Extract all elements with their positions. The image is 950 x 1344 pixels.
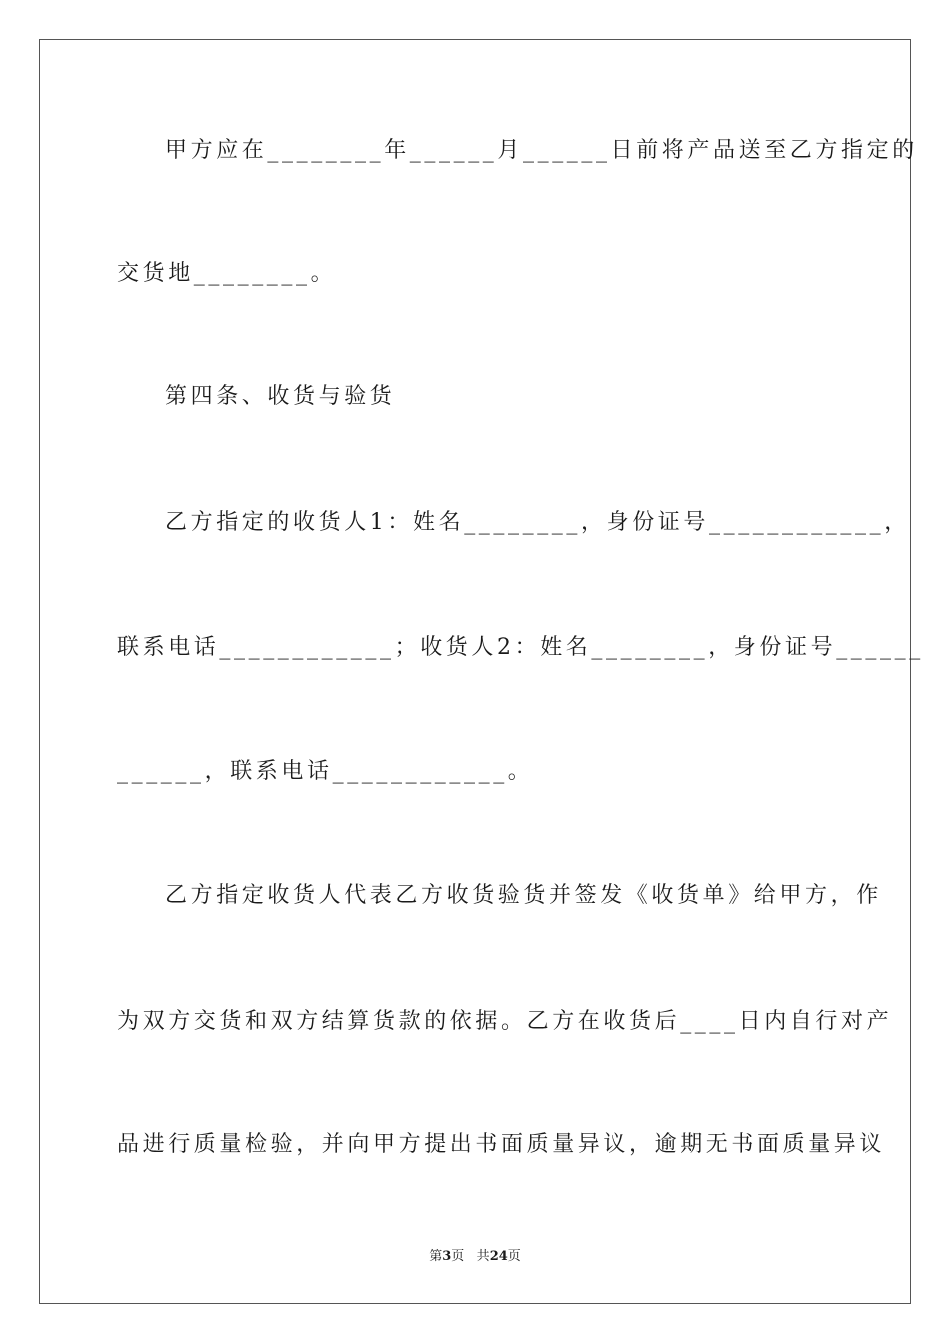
page-footer bbox=[0, 1248, 950, 1266]
page-suffix: 页 bbox=[451, 1249, 465, 1264]
paragraph-receipt-line-1: 乙方指定收货人代表乙方收货验货并签发《收货单》给甲方，作 bbox=[165, 883, 882, 908]
paragraph-delivery-place-line: 交货地________。 bbox=[117, 261, 337, 286]
paragraph-receiver-2-phone-line: ______，联系电话____________。 bbox=[117, 759, 534, 784]
page-border bbox=[39, 39, 911, 1304]
total-pages: 24 bbox=[489, 1249, 508, 1264]
page-number: 3 bbox=[442, 1249, 452, 1264]
total-suffix: 页 bbox=[507, 1249, 521, 1264]
paragraph-receipt-line-3: 品进行质量检验，并向甲方提出书面质量异议，逾期无书面质量异议 bbox=[117, 1132, 886, 1157]
paragraph-receiver-1-line: 乙方指定的收货人1：姓名________，身份证号____________， bbox=[165, 510, 910, 535]
paragraph-delivery-date-line: 甲方应在________年______月______日前将产品送至乙方指定的 bbox=[165, 138, 918, 163]
paragraph-receipt-line-2: 为双方交货和双方结算货款的依据。乙方在收货后____日内自行对产 bbox=[117, 1009, 893, 1034]
paragraph-receiver-2-line: 联系电话____________；收货人2：姓名________，身份证号______ bbox=[117, 635, 924, 660]
total-prefix: 共 bbox=[476, 1249, 490, 1264]
section-heading-article-4: 第四条、收货与验货 bbox=[165, 384, 396, 409]
page-prefix: 第 bbox=[429, 1249, 443, 1264]
